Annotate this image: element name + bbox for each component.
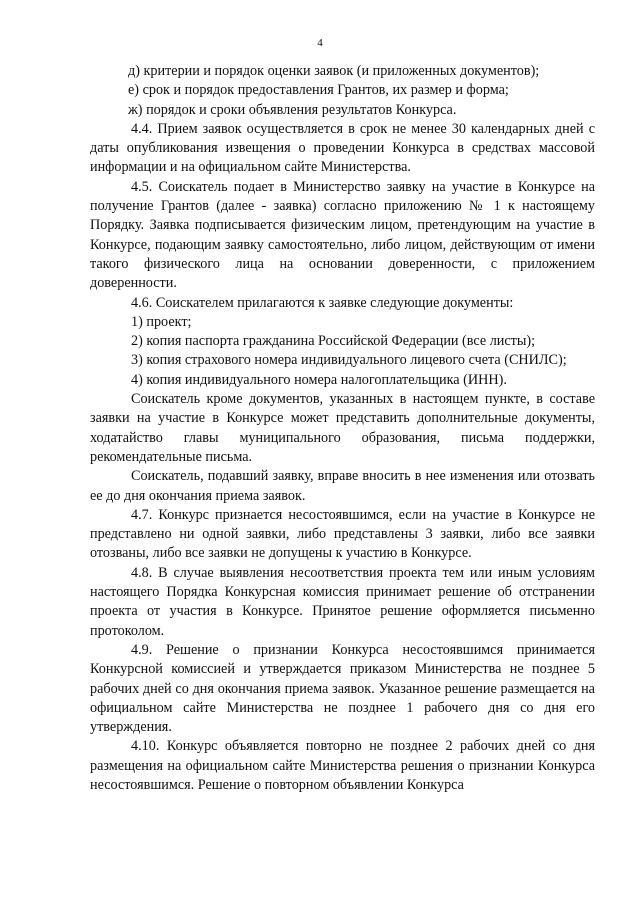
paragraph-4-4: 4.4. Прием заявок осуществляется в срок не менее 30 календарных дней с даты опубликования извещения о проведении Конкурса в средствах массовой информации и на официальном сайте Министерства.: [90, 120, 595, 176]
list-item: 3) копия страхового номера индивидуального лицевого счета (СНИЛС);: [131, 352, 567, 369]
paragraph-4-6: 4.6. Соискателем прилагаются к заявке следующие документы:: [131, 294, 514, 311]
paragraph: Соискатель, подавший заявку, вправе вносить в нее изменения или отозвать ее до дня окончания приема заявок.: [90, 468, 595, 504]
paragraph: Соискатель кроме документов, указанных в настоящем пункте, в составе заявки на участие в Конкурсе может представить дополнительные документы, ходатайство главы муниципального образования, письма поддержки, рекомендательные письма.: [90, 391, 595, 465]
paragraph-4-7: 4.7. Конкурс признается несостоявшимся, если на участие в Конкурсе не представлено ни одной заявки, либо представлены 3 заявки, либо все заявки отозваны, либо все заявки не допущены к участию в Конкурсе.: [90, 506, 595, 562]
list-item: 2) копия паспорта гражданина Российской Федерации (все листы);: [131, 333, 536, 350]
paragraph-4-8: 4.8. В случае выявления несоответствия проекта тем или иным условиям настоящего Порядка Конкурсная комиссия принимает решение об отстранении проекта от участия в Конкурсе. Принятое решение оформляется письменно протоколом.: [90, 564, 595, 639]
list-item: е) срок и порядок предоставления Грантов, их размер и форма;: [128, 82, 509, 99]
paragraph-4-10: 4.10. Конкурс объявляется повторно не позднее 2 рабочих дней со дня размещения на официальном сайте Министерства решения о признании Конкурса несостоявшимся. Решение о повторном объявлении Конкурса: [90, 738, 595, 793]
list-item: 1) проект;: [131, 313, 192, 330]
page-number: 4: [317, 37, 323, 49]
paragraph-4-9: 4.9. Решение о признании Конкурса несостоявшимся принимается Конкурсной комиссией и утверждается приказом Министерства не позднее 5 рабочих дней со дня окончания приема заявок. Указанное решение размещается на официальном сайте Министерства не позднее 1 рабочего дня со дня его утверждения.: [90, 641, 595, 736]
list-item: 4) копия индивидуального номера налогоплательщика (ИНН).: [131, 371, 507, 388]
paragraph-4-5: 4.5. Соискатель подает в Министерство заявку на участие в Конкурсе на получение Грантов (далее - заявка) согласно приложению № 1 к настоящему Порядку. Заявка подписывается физическим лицом, претендующим на участие в Конкурсе, подающим заявку самостоятельно, либо лицом, действующим от имени такого физического лица на основании доверенности, с приложением доверенности.: [90, 178, 595, 292]
document-body: [90, 62, 595, 795]
list-item: ж) порядок и сроки объявления результатов Конкурса.: [128, 101, 457, 118]
list-item: д) критерии и порядок оценки заявок (и приложенных документов);: [128, 63, 540, 79]
